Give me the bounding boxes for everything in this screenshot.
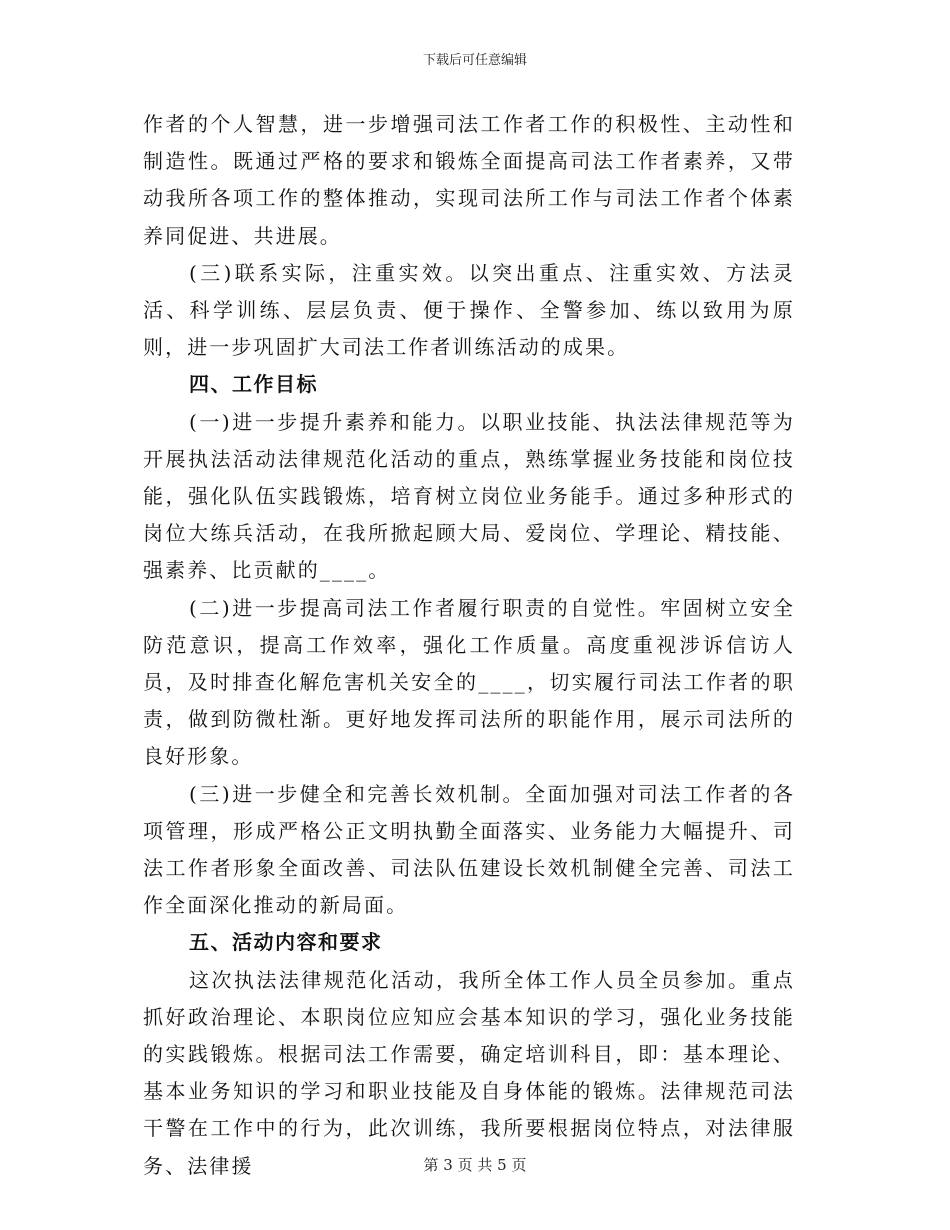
- paragraph-content: 这次执法法律规范化活动，我所全体工作人员全员参加。重点抓好政治理论、本职岗位应知应会基本知识的学习，强化业务技能的实践锻炼。根据司法工作需要，确定培训科目，即：基本理论、基本业务知识的学习和职业技能及自身体能的锻炼。法律规范司法干警在工作中的行为，此次训练，我所要根据岗位特点，对法律服务、法律援: [143, 967, 795, 1178]
- paragraph-goal-1: (一)进一步提升素养和能力。以职业技能、执法法律规范等为开展执法活动法律规范化活动的重点，熟练掌握业务技能和岗位技能，强化队伍实践锻炼，培育树立岗位业务能手。通过多种形式的岗位大练兵活动，在我所掀起顾大局、爱岗位、学理论、精技能、强素养、比贡献的____。: [143, 409, 795, 583]
- paragraph-continuation: 作者的个人智慧，进一步增强司法工作者工作的积极性、主动性和制造性。既通过严格的要求和锻炼全面提高司法工作者素养，又带动我所各项工作的整体推动，实现司法所工作与司法工作者个体素养同促进、共进展。: [143, 112, 795, 248]
- document-body: [143, 106, 795, 1185]
- section-heading-goals: 四、工作目标: [189, 372, 318, 397]
- page-footer: 第 3 页 共 5 页: [423, 1156, 527, 1174]
- paragraph-goal-2: (二)进一步提高司法工作者履行职责的自觉性。牢固树立安全防范意识，提高工作效率，强化工作质量。高度重视涉诉信访人员，及时排查化解危害机关安全的____，切实履行司法工作者的职责，做到防微杜渐。更好地发挥司法所的职能作用，展示司法所的良好形象。: [143, 595, 795, 769]
- section-heading-content: 五、活动内容和要求: [189, 930, 383, 955]
- paragraph-goal-3: (三)进一步健全和完善长效机制。全面加强对司法工作者的各项管理，形成严格公正文明执勤全面落实、业务能力大幅提升、司法工作者形象全面改善、司法队伍建设长效机制健全完善、司法工作全面深化推动的新局面。: [143, 781, 795, 918]
- page-header: 下载后可任意编辑: [422, 53, 527, 68]
- paragraph-practice: (三)联系实际，注重实效。以突出重点、注重实效、方法灵活、科学训练、层层负责、便于操作、全警参加、练以致用为原则，进一步巩固扩大司法工作者训练活动的成果。: [143, 260, 795, 360]
